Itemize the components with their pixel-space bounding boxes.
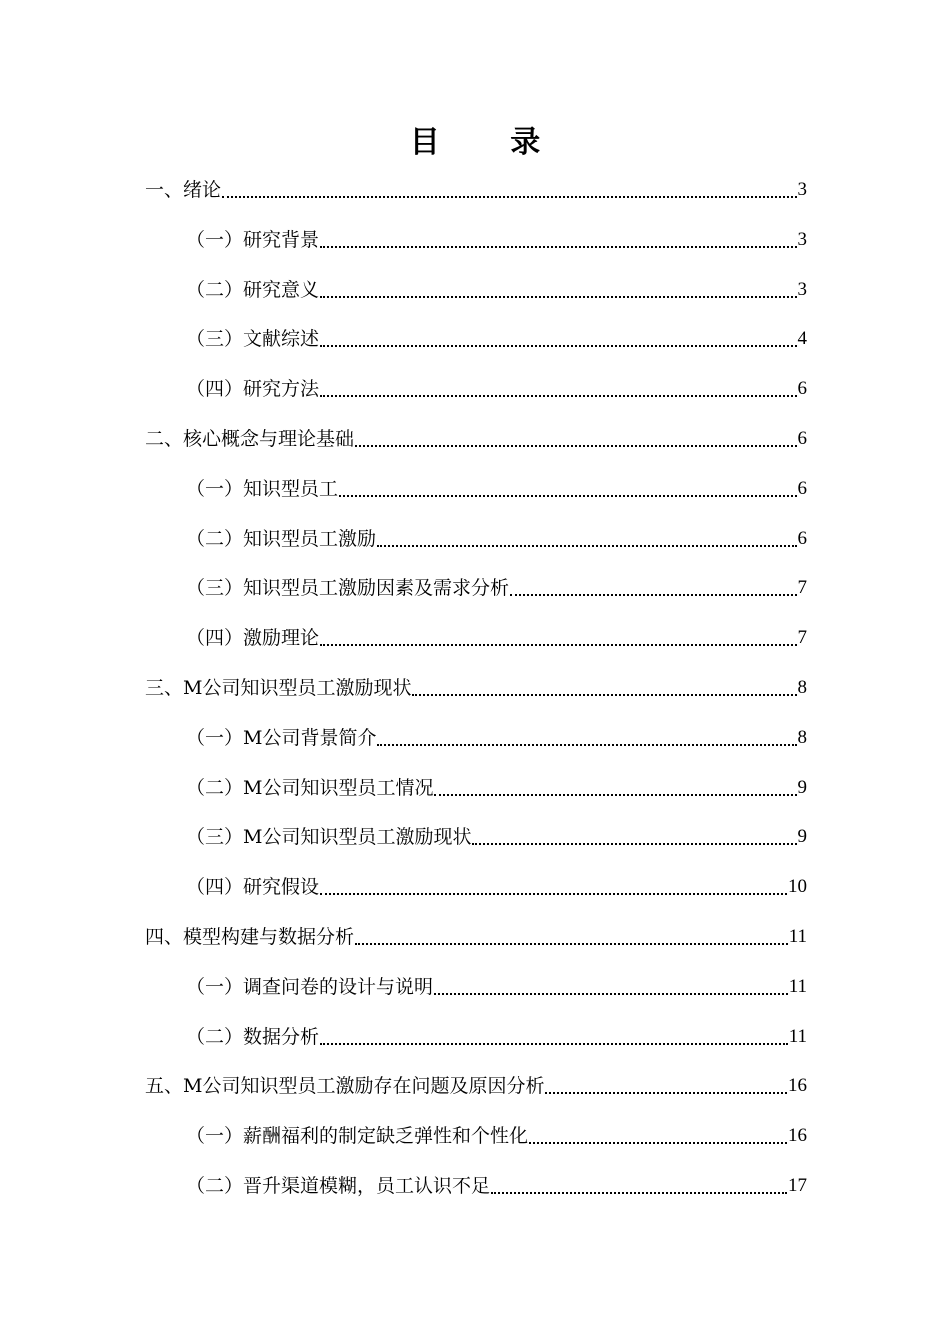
toc-entry-page-number: 7 — [797, 627, 807, 649]
toc-entry[interactable] — [186, 763, 807, 813]
dot-leader — [529, 1141, 787, 1144]
toc-entry-label: （二）M公司知识型员工情况 — [186, 776, 434, 799]
toc-entry[interactable] — [186, 464, 807, 514]
toc-entry-label: 一、绪论 — [145, 179, 222, 201]
dot-leader — [377, 544, 796, 547]
toc-entry[interactable] — [186, 962, 807, 1012]
toc-entry-page-number: 6 — [797, 378, 807, 400]
toc-entry[interactable] — [186, 563, 807, 613]
toc-entry-label: （二）晋升渠道模糊，员工认识不足 — [186, 1175, 491, 1197]
toc-entry-page-number: 8 — [797, 726, 807, 748]
toc-entry[interactable] — [145, 1061, 807, 1111]
toc-entry-label: （二）研究意义 — [186, 278, 320, 301]
toc-entry-page-number: 11 — [788, 975, 807, 997]
toc-entry[interactable] — [186, 613, 807, 663]
dot-leader — [320, 1042, 788, 1045]
toc-entry-label: （三）知识型员工激励因素及需求分析 — [186, 577, 510, 600]
dot-leader — [545, 1091, 787, 1094]
toc-entry-page-number: 10 — [788, 876, 807, 898]
toc-entry[interactable] — [145, 165, 807, 215]
toc-entry-label: （一）M公司背景简介 — [186, 726, 377, 749]
toc-entry[interactable] — [186, 314, 807, 364]
toc-entry[interactable] — [145, 414, 807, 464]
dot-leader — [510, 593, 796, 596]
toc-entry[interactable] — [186, 1161, 807, 1211]
toc-entry-page-number: 16 — [788, 1075, 807, 1097]
dot-leader — [320, 295, 796, 298]
toc-entry[interactable] — [186, 713, 807, 763]
toc-entry-label: （三）M公司知识型员工激励现状 — [186, 826, 472, 849]
toc-entry-page-number: 11 — [788, 1025, 807, 1047]
toc-entry[interactable] — [186, 514, 807, 564]
dot-leader — [320, 394, 796, 397]
dot-leader — [491, 1191, 787, 1194]
toc-entry[interactable] — [186, 265, 807, 315]
toc-entry-label: （一）薪酬福利的制定缺乏弹性和个性化 — [186, 1125, 529, 1148]
toc-entry-label: （一）研究背景 — [186, 228, 320, 251]
toc-entry-page-number: 3 — [797, 179, 807, 200]
toc-title: 目 录 — [409, 125, 571, 160]
toc-entry-label: 五、M公司知识型员工激励存在问题及原因分析 — [145, 1075, 545, 1098]
dot-leader — [472, 842, 796, 845]
toc-entry-label: （四）研究方法 — [186, 378, 320, 401]
dot-leader — [320, 643, 796, 646]
toc-entry-page-number: 4 — [797, 328, 807, 350]
toc-entry-page-number: 11 — [788, 926, 807, 947]
toc-entry[interactable] — [186, 1111, 807, 1161]
toc-entry-page-number: 9 — [797, 826, 807, 848]
toc-entry-label: （四）激励理论 — [186, 627, 320, 650]
toc-entry[interactable] — [186, 1012, 807, 1062]
toc-entry-label: 四、模型构建与数据分析 — [145, 926, 355, 948]
toc-entry[interactable] — [186, 215, 807, 265]
toc-entry[interactable] — [186, 862, 807, 912]
toc-entry[interactable] — [145, 663, 807, 713]
dot-leader — [222, 195, 796, 198]
toc-entry[interactable] — [145, 912, 807, 962]
dot-leader — [320, 892, 787, 895]
toc-entry-label: （一）调查问卷的设计与说明 — [186, 975, 434, 998]
toc-entry-label: （四）研究假设 — [186, 876, 320, 899]
toc-entry-page-number: 16 — [788, 1125, 807, 1147]
dot-leader — [320, 245, 796, 248]
toc-entry-page-number: 6 — [797, 477, 807, 499]
dot-leader — [320, 344, 796, 347]
toc-entry-page-number: 6 — [797, 527, 807, 549]
toc-entry-label: （二）数据分析 — [186, 1025, 320, 1048]
toc-entry-label: （一）知识型员工 — [186, 477, 339, 500]
dot-leader — [377, 743, 796, 746]
dot-leader — [412, 693, 796, 696]
toc-entry-page-number: 9 — [797, 776, 807, 798]
toc-entry-page-number: 3 — [797, 278, 807, 300]
toc-entry-page-number: 6 — [797, 428, 807, 449]
toc-entry-label: 二、核心概念与理论基础 — [145, 428, 355, 450]
toc-entry-page-number: 8 — [797, 677, 807, 698]
dot-leader — [339, 494, 796, 497]
dot-leader — [434, 793, 796, 796]
toc-entry-page-number: 7 — [797, 577, 807, 599]
toc-entry-label: 三、M公司知识型员工激励现状 — [145, 677, 412, 699]
dot-leader — [355, 444, 796, 447]
dot-leader — [434, 992, 788, 995]
toc-entry[interactable] — [186, 812, 807, 862]
toc-entry-page-number: 3 — [797, 228, 807, 250]
dot-leader — [355, 942, 788, 945]
toc-entry[interactable] — [186, 364, 807, 414]
toc-entry-label: （二）知识型员工激励 — [186, 527, 377, 550]
toc-entry-page-number: 17 — [788, 1175, 807, 1196]
toc-entry-label: （三）文献综述 — [186, 328, 320, 351]
